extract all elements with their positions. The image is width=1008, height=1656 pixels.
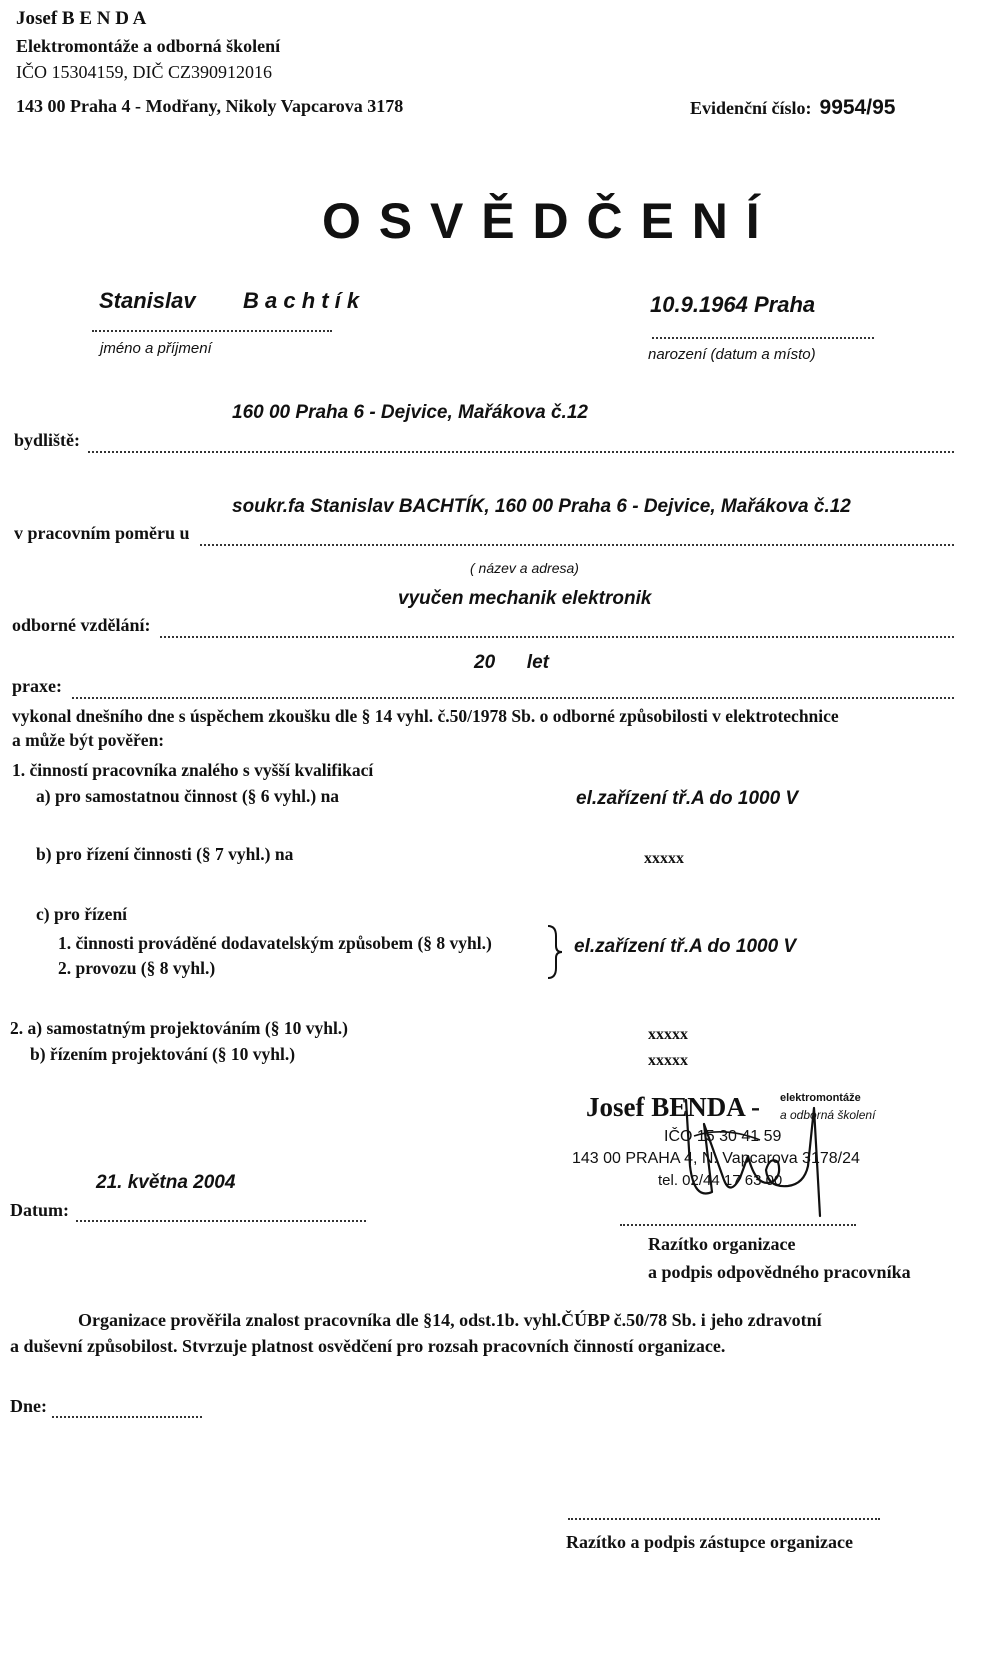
section1-b-value: xxxxx bbox=[644, 850, 684, 867]
date-dotted-line bbox=[76, 1220, 366, 1222]
section1-b-label: b) pro řízení činnosti (§ 7 vyhl.) na bbox=[36, 844, 294, 864]
section1-heading: 1. činností pracovníka znalého s vyšší kvalifikací bbox=[12, 760, 374, 780]
section1-c1-label: 1. činnosti prováděné dodavatelským způsobem (§ 8 vyhl.) bbox=[58, 933, 492, 953]
exam-statement: vykonal dnešního dne s úspěchem zkoušku dle § 14 vyhl. č.50/1978 Sb. o odborné způsobilosti v elektrotechnice bbox=[12, 706, 839, 726]
section2-b-label: b) řízením projektování (§ 10 vyhl.) bbox=[30, 1044, 296, 1064]
residence-value: 160 00 Praha 6 - Dejvice, Mařákova č.12 bbox=[232, 402, 588, 423]
employment-dotted-line bbox=[200, 544, 954, 546]
organization-stamp bbox=[568, 1086, 908, 1226]
stamp-name: Josef BENDA - bbox=[586, 1092, 760, 1122]
stamp-small-2: a odborná školení bbox=[780, 1108, 876, 1122]
page-title: O S V Ě D Č E N Í bbox=[322, 193, 762, 249]
registry-label: Evidenční číslo: bbox=[690, 98, 812, 118]
dne-label: Dne: bbox=[10, 1396, 47, 1416]
rep-caption: Razítko a podpis zástupce organizace bbox=[566, 1532, 853, 1552]
section2-b-value: xxxxx bbox=[648, 1052, 688, 1069]
practice-value: 20 let bbox=[474, 652, 549, 673]
signature-icon bbox=[664, 1096, 844, 1226]
section1-a-value: el.zařízení tř.A do 1000 V bbox=[576, 788, 799, 809]
last-name: B a c h t í k bbox=[243, 288, 360, 313]
birth-dotted-line bbox=[652, 337, 874, 339]
education-dotted-line bbox=[160, 636, 954, 638]
rep-dotted-line bbox=[568, 1518, 880, 1520]
first-name: Stanislav bbox=[99, 288, 196, 313]
practice-dotted-line bbox=[72, 697, 954, 699]
name-caption: jméno a příjmení bbox=[100, 340, 212, 357]
stamp-ico: IČO 15 30 41 59 bbox=[664, 1128, 782, 1145]
curly-brace-icon bbox=[544, 924, 564, 980]
section1-c-value: el.zařízení tř.A do 1000 V bbox=[574, 936, 797, 957]
issuer-business: Elektromontáže a odborná školení bbox=[16, 36, 281, 56]
residence-label: bydliště: bbox=[14, 430, 81, 450]
date-value: 21. května 2004 bbox=[96, 1172, 236, 1193]
exam-statement-cont: a může být pověřen: bbox=[12, 730, 165, 750]
section2-a-label: 2. a) samostatným projektováním (§ 10 vyhl.) bbox=[10, 1018, 349, 1038]
stamp-tel: tel. 02/44 17 63 00 bbox=[658, 1172, 783, 1189]
stamp-caption-2: a podpis odpovědného pracovníka bbox=[648, 1262, 911, 1282]
verification-line-1: Organizace prověřila znalost pracovníka dle §14, odst.1b. vyhl.ČÚBP č.50/78 Sb. i jeho zdravotní bbox=[78, 1310, 822, 1330]
issuer-ico: IČO 15304159, DIČ CZ390912016 bbox=[16, 62, 272, 82]
birth-value: 10.9.1964 Praha bbox=[650, 292, 816, 317]
verification-line-2: a duševní způsobilost. Stvrzuje platnost osvědčení pro rozsah pracovních činností organizace. bbox=[10, 1336, 726, 1356]
stamp-address: 143 00 PRAHA 4, N. Vapcarova 3178/24 bbox=[572, 1150, 860, 1167]
education-label: odborné vzdělání: bbox=[12, 615, 151, 635]
employment-caption: ( název a adresa) bbox=[470, 560, 579, 576]
education-value: vyučen mechanik elektronik bbox=[398, 588, 652, 609]
registry-value: 9954/95 bbox=[819, 96, 896, 119]
name-dotted-line bbox=[92, 330, 332, 332]
stamp-caption-1: Razítko organizace bbox=[648, 1234, 796, 1254]
section1-c-label: c) pro řízení bbox=[36, 904, 128, 924]
issuer-name: Josef B E N D A bbox=[16, 8, 147, 29]
stamp-dotted-line bbox=[620, 1224, 856, 1226]
section1-a-label: a) pro samostatnou činnost (§ 6 vyhl.) na bbox=[36, 786, 340, 806]
issuer-address: 143 00 Praha 4 - Modřany, Nikoly Vapcarova 3178 bbox=[16, 96, 404, 116]
registry-number bbox=[690, 96, 895, 120]
dne-dotted-line bbox=[52, 1416, 202, 1418]
employment-value: soukr.fa Stanislav BACHTÍK, 160 00 Praha 6 - Dejvice, Mařákova č.12 bbox=[232, 496, 851, 517]
section1-c2-label: 2. provozu (§ 8 vyhl.) bbox=[58, 958, 216, 978]
residence-dotted-line bbox=[88, 451, 954, 453]
practice-label: praxe: bbox=[12, 676, 62, 696]
section2-a-value: xxxxx bbox=[648, 1026, 688, 1043]
stamp-small-1: elektromontáže bbox=[780, 1092, 861, 1104]
date-label: Datum: bbox=[10, 1200, 69, 1220]
employment-label: v pracovním poměru u bbox=[14, 523, 190, 543]
birth-caption: narození (datum a místo) bbox=[648, 346, 816, 363]
